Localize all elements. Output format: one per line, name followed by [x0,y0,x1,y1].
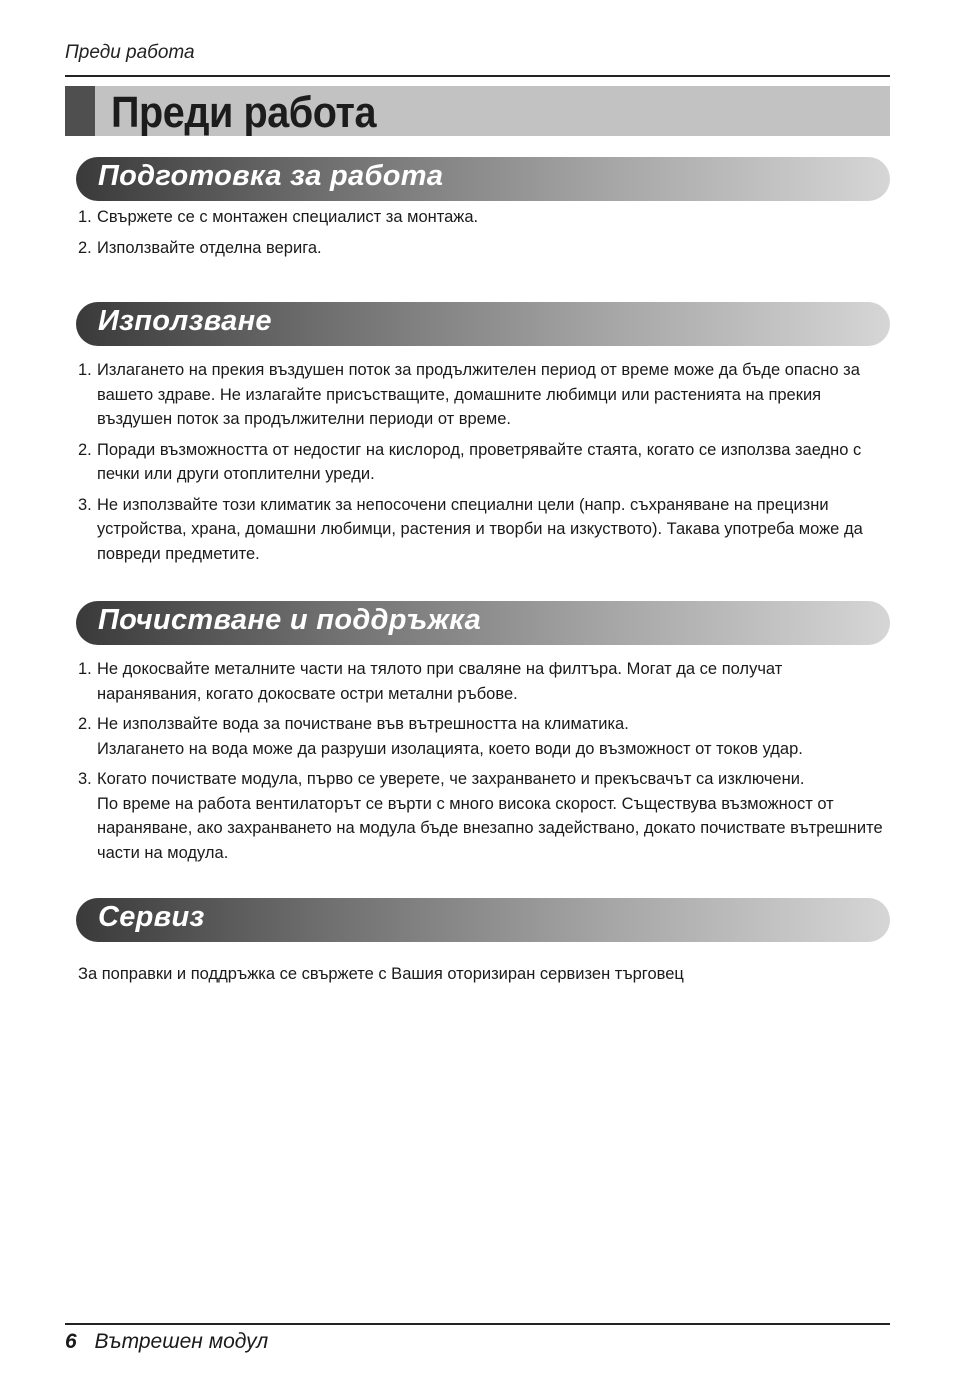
item-number: 2. [78,715,92,733]
footer-label: Вътрешен модул [94,1330,269,1353]
top-divider [65,75,890,77]
list-item [78,236,888,261]
page-footer [65,1330,268,1354]
item-number: 1. [78,208,92,226]
item-text-continued: По време на работа вентилаторът се върти с много висока скорост. Съществува възможност от нараняване, ако захранването на модула бъде внезапно задействано, докато почиствате вътрешните части на модула. [97,794,883,862]
page-title: Преди работа [111,88,377,137]
usage-list [78,358,888,572]
item-text: Свържете се с монтажен специалист за монтажа. [97,208,479,226]
preparation-list [78,205,888,266]
item-number: 3. [78,770,92,788]
bottom-divider [65,1323,890,1325]
service-text: За поправки и поддръжка се свържете с Вашия оторизиран сервизен търговец [78,965,684,983]
item-number: 2. [78,440,92,459]
section-title: Подготовка за работа [98,160,444,192]
cleaning-list [78,657,888,871]
section-header-preparation [76,157,890,201]
running-header: Преди работа [65,42,195,63]
item-text: Не използвайте вода за почистване във вътрешността на климатика. [97,715,629,733]
section-title: Използване [98,305,272,337]
list-item [78,358,888,432]
page-number: 6 [65,1330,77,1353]
title-accent-block [65,86,95,136]
list-item [78,493,888,567]
item-text-continued: Излагането на вода може да разруши изолацията, което води до възможност от токов удар. [97,739,803,758]
item-number: 1. [78,660,92,678]
list-item [78,438,888,487]
section-header-usage [76,302,890,346]
list-item [78,205,888,230]
item-text: Поради възможността от недостиг на кислород, проветрявайте стаята, когато се използва заедно с печки или други отоплителни уреди. [97,440,862,483]
section-title: Почистване и поддръжка [98,604,482,636]
item-text: Не използвайте този климатик за непосочени специални цели (напр. съхраняване на прецизни устройства, храна, домашни любимци, растения и творби на изкуството). Такава употреба може да повреди предметите. [97,495,863,563]
section-title: Сервиз [98,901,205,933]
item-text: Когато почиствате модула, първо се уверете, че захранването и прекъсвачът са изключени. [97,770,805,788]
item-number: 2. [78,238,92,257]
list-item [78,712,888,761]
list-item [78,767,888,865]
item-number: 1. [78,361,92,379]
list-item [78,657,888,706]
section-header-service [76,898,890,942]
item-text: Излагането на прекия въздушен поток за продължителен период от време може да бъде опасно за вашето здраве. Не излагайте присъстващите, домашните любимци или растенията на прекия въздушен поток за продължителни периоди от време. [97,361,860,428]
item-text: Не докосвайте металните части на тялото при сваляне на филтъра. Могат да се получат наранявания, когато докосвате остри метални ръбове. [97,660,783,703]
item-number: 3. [78,495,92,514]
item-text: Използвайте отделна верига. [97,238,322,257]
page-title-bar [65,86,890,136]
section-header-cleaning [76,601,890,645]
